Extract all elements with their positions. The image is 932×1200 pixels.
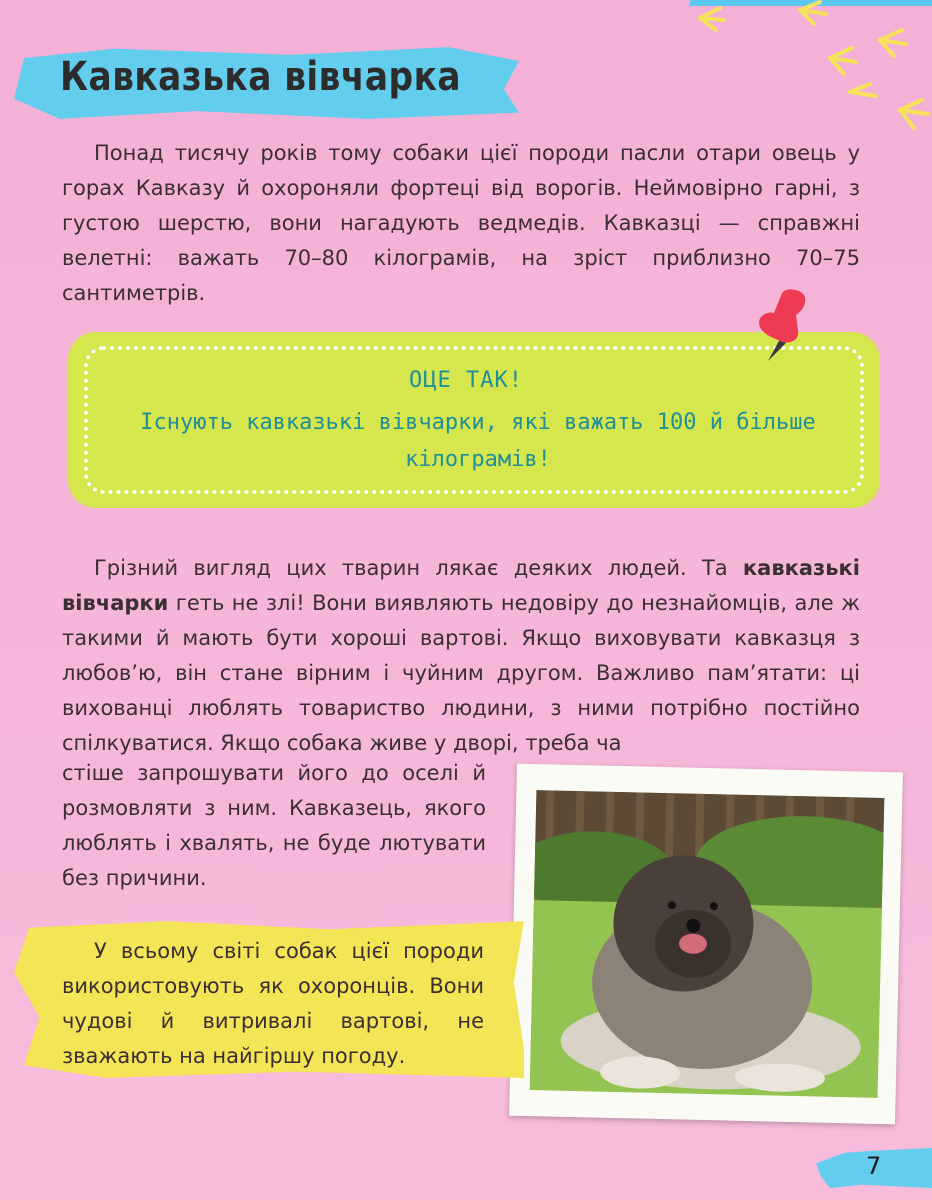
behavior-paragraph-continuation: стіше запрошувати його до оселі й розмовляти з ним. Кавказець, якого люблять і хвалять, не буде лютувати без причини. bbox=[62, 761, 486, 890]
page-title: Кавказька вівчарка bbox=[60, 54, 462, 100]
breed-name-bold: кавказькі вівчарки bbox=[62, 556, 860, 615]
page-number: 7 bbox=[866, 1152, 882, 1180]
bird-footprints-icon bbox=[680, 0, 932, 150]
dog-photo-frame bbox=[509, 764, 903, 1125]
push-pin-icon bbox=[752, 287, 812, 367]
behavior-text-2: геть не злі! Вони виявляють недовіру до незнайомців, але ж такими й мають бути хороші вартові. Якщо виховувати кавказця з любов’ю, він стане вірним і чуйним другом. Важливо пам’ятати: ці вихованці люблять товариство людини, з ними потрібно постійно спілкуватися. Якщо собака живе у дворі, треба ча bbox=[62, 591, 860, 755]
behavior-text-1: Грізний вигляд цих тварин лякає деяких людей. Та bbox=[94, 556, 743, 580]
fact-box-heading: ОЦЕ ТАК! bbox=[409, 368, 523, 393]
dog-photo bbox=[530, 790, 885, 1098]
dog-illustration bbox=[530, 790, 885, 1098]
fact-box-text: Існують кавказькі вівчарки, які важать 100 й більше кілограмів! bbox=[140, 410, 816, 472]
behavior-paragraph bbox=[62, 551, 860, 761]
intro-paragraph: Понад тисячу років тому собаки цієї породи пасли отари овець у горах Кавказу й охороняли фортеці від ворогів. Неймовірно гарні, з густою шерстю, вони нагадують ведмедів. Кавказці — справжні велетні: важать 70–80 кілограмів, на зріст приблизно 70–75 сантиметрів. bbox=[62, 141, 860, 305]
guard-paragraph: У всьому світі собак цієї породи використовують як охоронців. Вони чудові й витривалі вартові, не зважають на найгіршу погоду. bbox=[62, 939, 484, 1068]
